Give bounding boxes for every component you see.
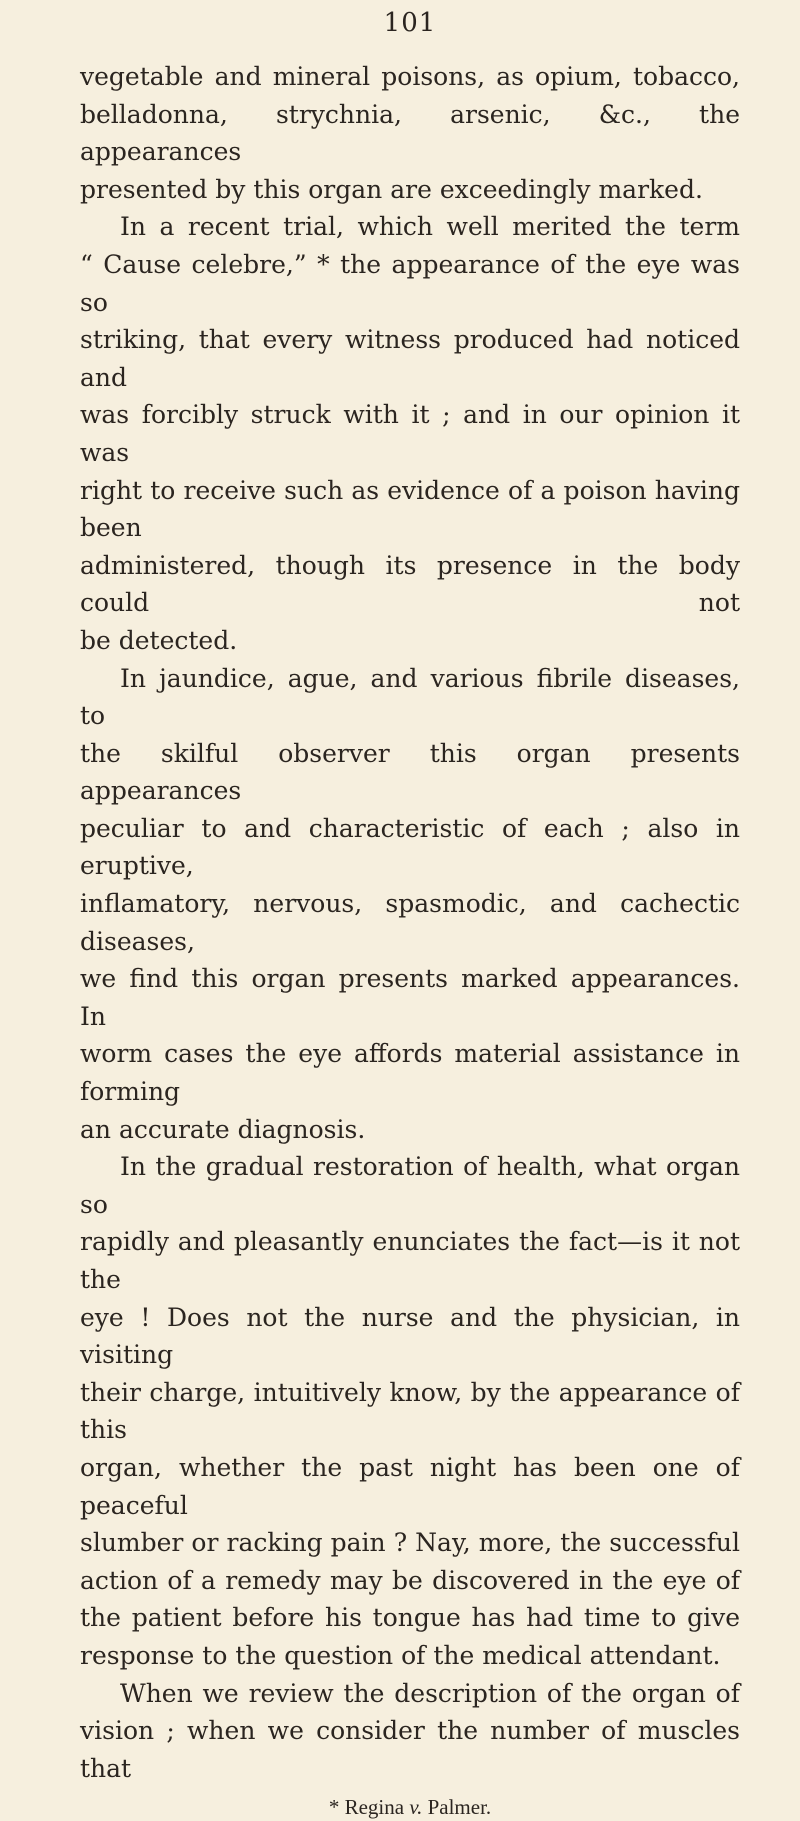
text-line: rapidly and pleasantly enunciates the fact—is it not the <box>80 1227 740 1294</box>
text-line: peculiar to and characteristic of each ; also in eruptive, <box>80 813 740 881</box>
text-line: inflamatory, nervous, spasmodic, and cachectic diseases, <box>80 889 740 956</box>
text-line: belladonna, strychnia, arsenic, &c., the appearances <box>80 99 740 167</box>
body-text <box>80 58 740 1787</box>
text-line: “ Cause celebre,” * the appearance of the eye was so <box>80 249 740 317</box>
text-line: vegetable and mineral poisons, as opium, tobacco, <box>80 62 740 91</box>
book-page <box>80 8 740 1821</box>
paragraph-start-line: In the gradual restoration of health, what organ so <box>80 1152 740 1219</box>
text-line: their charge, intuitively know, by the appearance of this <box>80 1377 740 1445</box>
text-line: response to the question of the medical attendant. <box>80 1640 721 1670</box>
text-line: eye ! Does not the nurse and the physician, in visiting <box>80 1302 740 1370</box>
text-line: vision ; when we consider the number of muscles that <box>80 1716 740 1783</box>
footnote-marker: * Regina <box>328 1795 405 1820</box>
text-line: the skilful observer this organ presents appearances <box>80 738 740 806</box>
text-line: was forcibly struck with it ; and in our opinion it was <box>80 400 740 467</box>
text-line: striking, that every witness produced had noticed and <box>80 325 740 392</box>
paragraph-start-line: When we review the description of the organ of <box>120 1678 740 1708</box>
text-line: be detected. <box>80 625 238 655</box>
paragraph-start-line: In jaundice, ague, and various fibrile diseases, to <box>80 663 740 731</box>
footnote-versus: v. <box>409 1795 423 1820</box>
text-line: an accurate diagnosis. <box>80 1114 366 1144</box>
text-line: we find this organ presents marked appearances. In <box>80 964 740 1031</box>
text-line: action of a remedy may be discovered in the eye of <box>80 1565 740 1595</box>
text-line: worm cases the eye affords material assistance in forming <box>80 1039 740 1107</box>
footnote <box>80 1793 740 1821</box>
text-line: administered, though its presence in the body could not <box>80 550 740 618</box>
text-line: the patient before his tongue has had time to give <box>80 1603 740 1633</box>
text-line: right to receive such as evidence of a poison having been <box>80 475 740 543</box>
footnote-name: Palmer. <box>427 1795 492 1820</box>
text-line: presented by this organ are exceedingly marked. <box>80 174 703 204</box>
paragraph-start-line: In a recent trial, which well merited the term <box>120 212 740 242</box>
text-line: slumber or racking pain ? Nay, more, the successful <box>80 1528 740 1558</box>
text-line: organ, whether the past night has been one of peaceful <box>80 1452 740 1520</box>
page-number: 101 <box>383 8 437 38</box>
